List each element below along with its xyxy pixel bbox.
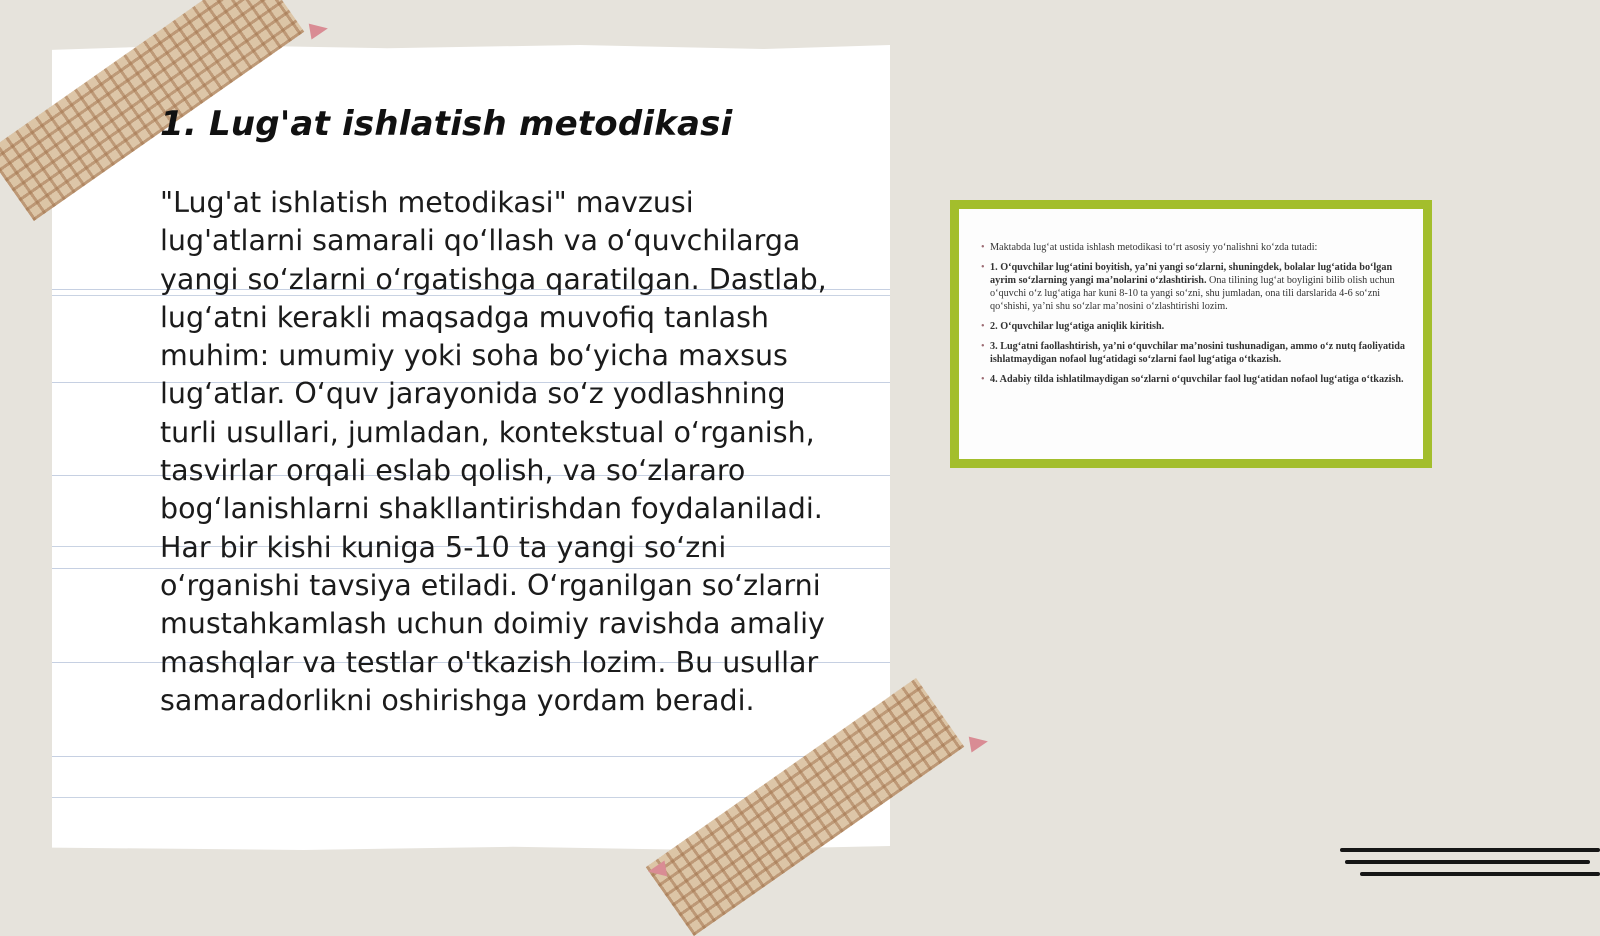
panel-item-1-rest: Ona tilining lug‘at boyligini bilib olish uchun o‘quvchi o‘z lug‘atiga har kuni 8-10 ta yangi so‘zni, shu jumladan, ona tili darslarida 4-6 so‘zni qo‘shishi, ya’ni shu so‘zlar ma’nosini o‘zlashtirishi lozim. xyxy=(990,275,1395,312)
panel-intro: • Maktabda lug‘at ustida ishlash metodikasi to‘rt asosiy yo‘nalishni ko‘zda tutadi: xyxy=(981,241,1411,254)
panel-item-1 xyxy=(981,261,1411,313)
pin-marker-top xyxy=(309,21,330,40)
slide-body-text: "Lug'at ishlatish metodikasi" mavzusi lug'atlarni samarali qo‘llash va o‘quvchilarga yangi so‘zlarni o‘rgatishga qaratilgan. Dastlab, lug‘atni kerakli maqsadga muvofiq tanlash muhim: umumiy yoki soha bo‘yicha maxsus lug‘atlar. O‘quv jarayonida so‘z yodlashning turli usullari, jumladan, kontekstual o‘rganish, tasvirlar orqali eslab qolish, va so‘zlararo bog‘lanishlarni shakllantirishdan foydalaniladi. Har bir kishi kuniga 5-10 ta yangi so‘zni o‘rganishi tavsiya etiladi. O‘rganilgan so‘zlarni mustahkamlash uchun doimiy ravishda amaliy mashqlar va testlar o'tkazish lozim. Bu usullar samaradorlikni oshirishga yordam beradi. xyxy=(160,186,827,717)
image-panel-text xyxy=(981,241,1411,393)
pin-marker-right xyxy=(969,734,990,753)
decorative-brush-strokes xyxy=(1335,848,1600,884)
panel-item-2 xyxy=(981,320,1411,333)
panel-item-4-bold: 4. Adabiy tilda ishlatilmaydigan so‘zlarni o‘quvchilar faol lug‘atidan nofaol lug‘atiga o‘tkazish. xyxy=(990,374,1404,385)
slide-title: 1. Lug'at ishlatish metodikasi xyxy=(160,104,733,144)
panel-item-3 xyxy=(981,340,1411,366)
panel-item-1-bold: 1. O‘quvchilar lug‘atini boyitish, ya’ni yangi so‘zlarni, shuningdek, bolalar lug‘atida bo‘lgan ayrim so‘zlarning yangi ma’nolarini o‘zlashtirish. xyxy=(990,262,1393,286)
pin-marker-bottom xyxy=(647,861,668,880)
panel-item-3-bold: 3. Lug‘atni faollashtirish, ya’ni o‘quvchilar ma’nosini tushunadigan, ammo o‘z nutq faoliyatida ishlatmaydigan nofaol lug‘atidagi so‘zlarni faol lug‘atiga o‘tkazish. xyxy=(990,341,1406,365)
image-panel xyxy=(950,200,1432,468)
panel-item-4 xyxy=(981,373,1411,386)
panel-item-2-bold: 2. O‘quvchilar lug‘atiga aniqlik kiritish. xyxy=(990,321,1165,332)
